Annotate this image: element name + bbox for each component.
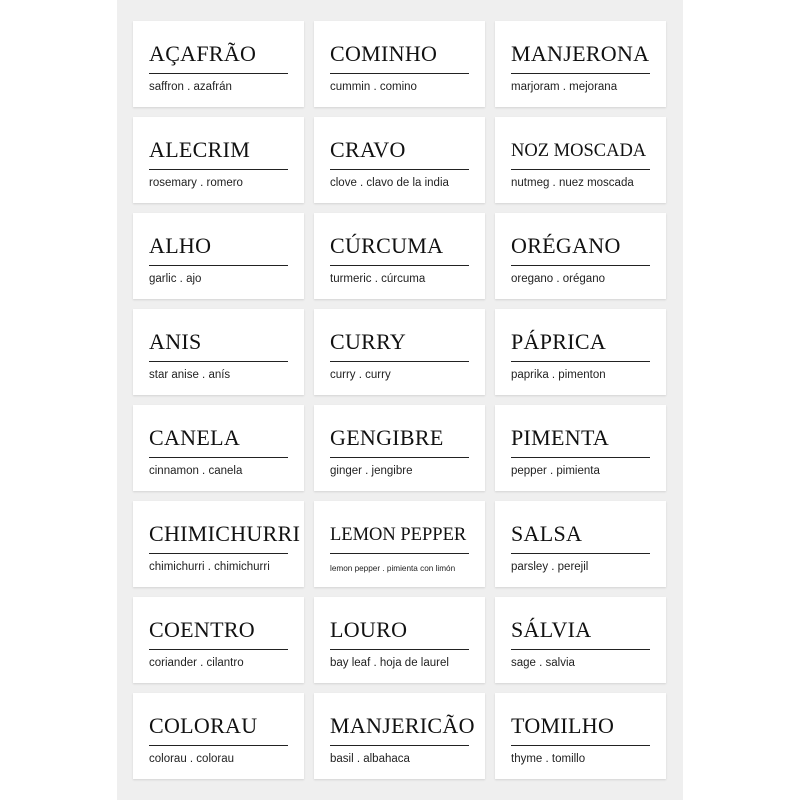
label-title: ALECRIM bbox=[149, 137, 251, 162]
label-divider bbox=[330, 553, 469, 554]
spice-label bbox=[133, 597, 304, 683]
label-divider bbox=[149, 745, 288, 746]
spice-label bbox=[133, 213, 304, 299]
spice-label bbox=[314, 213, 485, 299]
label-divider bbox=[511, 73, 650, 74]
label-divider bbox=[511, 265, 650, 266]
spice-label bbox=[133, 117, 304, 203]
spice-label bbox=[133, 693, 304, 779]
spice-label bbox=[495, 309, 666, 395]
label-title: TOMILHO bbox=[511, 713, 615, 738]
label-subtitle: sage . salvia bbox=[511, 657, 575, 669]
label-title: COENTRO bbox=[149, 617, 255, 642]
label-subtitle: ginger . jengibre bbox=[330, 465, 413, 477]
label-title: NOZ MOSCADA bbox=[511, 141, 647, 161]
label-title: PÁPRICA bbox=[511, 329, 607, 354]
label-subtitle: pepper . pimienta bbox=[511, 465, 600, 477]
label-subtitle: marjoram . mejorana bbox=[511, 81, 618, 93]
label-subtitle: lemon pepper . pimienta con limón bbox=[330, 564, 456, 573]
label-divider bbox=[511, 361, 650, 362]
label-title: ANIS bbox=[149, 329, 202, 354]
spice-label bbox=[495, 501, 666, 587]
label-divider bbox=[511, 457, 650, 458]
label-subtitle: nutmeg . nuez moscada bbox=[511, 177, 634, 189]
spice-label bbox=[495, 693, 666, 779]
label-subtitle: bay leaf . hoja de laurel bbox=[330, 657, 449, 669]
label-divider bbox=[149, 73, 288, 74]
spice-label bbox=[314, 405, 485, 491]
label-subtitle: curry . curry bbox=[330, 369, 391, 381]
label-title: MANJERICÃO bbox=[330, 713, 475, 738]
label-title: ALHO bbox=[149, 233, 212, 258]
label-subtitle: turmeric . cúrcuma bbox=[330, 273, 426, 285]
label-divider bbox=[149, 553, 288, 554]
label-subtitle: cummin . comino bbox=[330, 81, 417, 93]
spice-label bbox=[495, 405, 666, 491]
label-divider bbox=[511, 649, 650, 650]
label-divider bbox=[330, 169, 469, 170]
label-subtitle: cinnamon . canela bbox=[149, 465, 243, 477]
label-divider bbox=[149, 169, 288, 170]
label-divider bbox=[511, 169, 650, 170]
label-subtitle: colorau . colorau bbox=[149, 753, 235, 765]
label-divider bbox=[330, 73, 469, 74]
label-sheet bbox=[117, 0, 683, 800]
label-subtitle: garlic . ajo bbox=[149, 273, 202, 285]
label-grid bbox=[133, 21, 666, 779]
label-title: AÇAFRÃO bbox=[149, 41, 257, 66]
label-title: COMINHO bbox=[330, 41, 438, 66]
label-divider bbox=[330, 745, 469, 746]
label-divider bbox=[330, 457, 469, 458]
spice-label bbox=[314, 501, 485, 587]
label-subtitle: coriander . cilantro bbox=[149, 657, 244, 669]
label-subtitle: saffron . azafrán bbox=[149, 81, 232, 93]
spice-label bbox=[314, 117, 485, 203]
label-divider bbox=[511, 553, 650, 554]
label-title: CHIMICHURRI bbox=[149, 521, 301, 546]
label-subtitle: star anise . anís bbox=[149, 369, 231, 381]
spice-label bbox=[314, 21, 485, 107]
label-title: PIMENTA bbox=[511, 425, 610, 450]
spice-label bbox=[495, 213, 666, 299]
spice-label bbox=[495, 597, 666, 683]
label-divider bbox=[149, 361, 288, 362]
label-divider bbox=[149, 649, 288, 650]
spice-label bbox=[133, 501, 304, 587]
label-title: CURRY bbox=[330, 329, 407, 354]
label-title: SALSA bbox=[511, 521, 583, 546]
label-divider bbox=[330, 361, 469, 362]
spice-label bbox=[314, 597, 485, 683]
label-divider bbox=[149, 457, 288, 458]
label-title: CÚRCUMA bbox=[330, 233, 444, 258]
label-divider bbox=[330, 649, 469, 650]
spice-label bbox=[495, 21, 666, 107]
label-subtitle: rosemary . romero bbox=[149, 177, 243, 189]
spice-label bbox=[133, 21, 304, 107]
label-divider bbox=[149, 265, 288, 266]
label-divider bbox=[511, 745, 650, 746]
spice-label bbox=[133, 309, 304, 395]
label-title: CANELA bbox=[149, 425, 241, 450]
label-subtitle: parsley . perejil bbox=[511, 561, 589, 573]
label-subtitle: chimichurri . chimichurri bbox=[149, 561, 270, 573]
spice-label bbox=[314, 309, 485, 395]
label-subtitle: oregano . orégano bbox=[511, 273, 605, 285]
label-title: SÁLVIA bbox=[511, 617, 592, 642]
label-title: COLORAU bbox=[149, 713, 258, 738]
label-subtitle: paprika . pimenton bbox=[511, 369, 606, 381]
label-subtitle: clove . clavo de la india bbox=[330, 177, 449, 189]
label-title: CRAVO bbox=[330, 137, 406, 162]
label-title: MANJERONA bbox=[511, 41, 650, 66]
label-title: LEMON PEPPER bbox=[330, 525, 467, 545]
label-subtitle: thyme . tomillo bbox=[511, 753, 586, 765]
label-title: LOURO bbox=[330, 617, 408, 642]
label-title: GENGIBRE bbox=[330, 425, 444, 450]
spice-label bbox=[133, 405, 304, 491]
spice-label bbox=[495, 117, 666, 203]
label-subtitle: basil . albahaca bbox=[330, 753, 410, 765]
label-title: ORÉGANO bbox=[511, 233, 621, 258]
spice-label bbox=[314, 693, 485, 779]
label-divider bbox=[330, 265, 469, 266]
